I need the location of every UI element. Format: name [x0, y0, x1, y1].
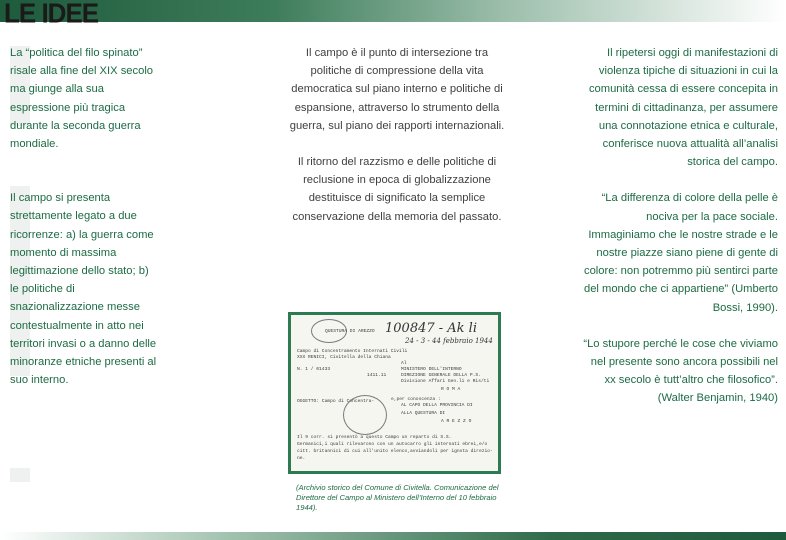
doc-body-4: ne. [297, 456, 306, 461]
right-paragraph-1: Il ripetersi oggi di manifestazioni di violenza tipiche di situazioni in cui la comunità cessa di essere concepita in termini di cittadinanza, per assumere una connotazione etnica e culturale, conferisce nuova attualità all’analisi storica del campo. [588, 47, 778, 169]
doc-place: XXX RENICI, Civitella della Chiana [297, 355, 391, 360]
page-title: LE IDEE [4, 0, 99, 30]
doc-to-1: Al [401, 361, 407, 366]
doc-body-1: Il 9 corr. si presentò a questo Campo un reparto di S.S. [297, 435, 452, 440]
photo-caption: (Archivio storico del Comune di Civitella. Comunicazione del Direttore del Campo al Ministero dell’Interno del 10 febbraio 1944). [296, 483, 499, 513]
center-paragraph-2: Il ritorno del razzismo e delle politiche di reclusione in epoca di globalizzazione destituisce di significato la semplice conservazione della memoria del passato. [292, 156, 502, 223]
center-paragraph-1: Il campo è il punto di intersezione tra politiche di compressione della vita democratica sul piano interno e politiche di espansione, attraverso lo strumento della guerra, sul piano dei rapporti internazionali. [289, 47, 505, 132]
left-paragraph-2: Il campo si presenta strettamente legato a due ricorrenze: a) la guerra come momento di massima legittimazione dello stato; b) le politiche di snazionalizzazione messe contestualmente in atto nei territori invasi o a danno delle minoranze etniche presenti al suo interno. [10, 192, 157, 387]
doc-cc-3: ALLA QUESTURA DI [401, 411, 446, 416]
right-quote-1: “La differenza di colore della pelle è nociva per la pace sociale. Immaginiamo che le nostre strade e le nostre piazze siano piene di gente di colore: non potremmo più sentirci parte del mondo che ci appartiene” (Umberto Bossi, 1990). [583, 192, 778, 314]
decorative-ghost-block-3 [10, 468, 30, 482]
document-round-stamp [343, 395, 387, 435]
doc-to-2: MINISTERO DELL'INTERNO [401, 367, 462, 372]
doc-handwritten-number: 100847 - Ak li [385, 321, 477, 336]
archive-document [291, 315, 498, 471]
footer-bar [0, 532, 786, 540]
doc-protocol: 1411.11 [367, 373, 387, 378]
left-column [10, 44, 158, 389]
right-quote-2: “Lo stupore perché le cose che viviamo nel presente sono ancora possibili nel xx secolo è tutt’altro che filosofico”. [583, 337, 778, 387]
doc-body-2: Germanici,i quali rilevarono con un autocarro gli internati ebrei,e/o [297, 442, 488, 447]
doc-date: 24 - 3 - 44 febbraio 1944 [405, 337, 493, 345]
right-column [580, 44, 778, 408]
doc-sender: Campo di Concentramento Internati Civili [297, 349, 408, 354]
doc-cc-2: AL CAPO DELLA PROVINCIA DI [401, 403, 473, 408]
doc-to-3: DIREZIONE GENERALE DELLA P.S. [401, 373, 481, 378]
doc-to-4: Divisione Affari Gen.li e Ris/ti [401, 379, 490, 384]
doc-header: QUESTURA DI AREZZO [325, 329, 375, 334]
center-column [287, 44, 507, 226]
left-paragraph-1: La “politica del filo spinato” risale alla fine del XIX secolo ma giunge alla sua espressione più tragica durante la seconda guerra mondiale. [10, 47, 154, 151]
doc-cc: e,per conoscenza : [391, 397, 441, 402]
doc-city: R O M A [441, 387, 461, 392]
doc-ref: N. 1 / 01433 [297, 367, 331, 372]
archive-document-photo [288, 312, 501, 474]
header-bar [0, 0, 786, 22]
right-quote-2-author: (Walter Benjamin, 1940) [657, 392, 778, 405]
doc-city-2: A R E Z Z O [441, 419, 472, 424]
doc-body-3: citt. britannici di cui all'unito elenco,avviandoli per ignota direzio- [297, 449, 493, 454]
doc-subject: OGGETTO: Campo di Concentra- [297, 399, 375, 404]
